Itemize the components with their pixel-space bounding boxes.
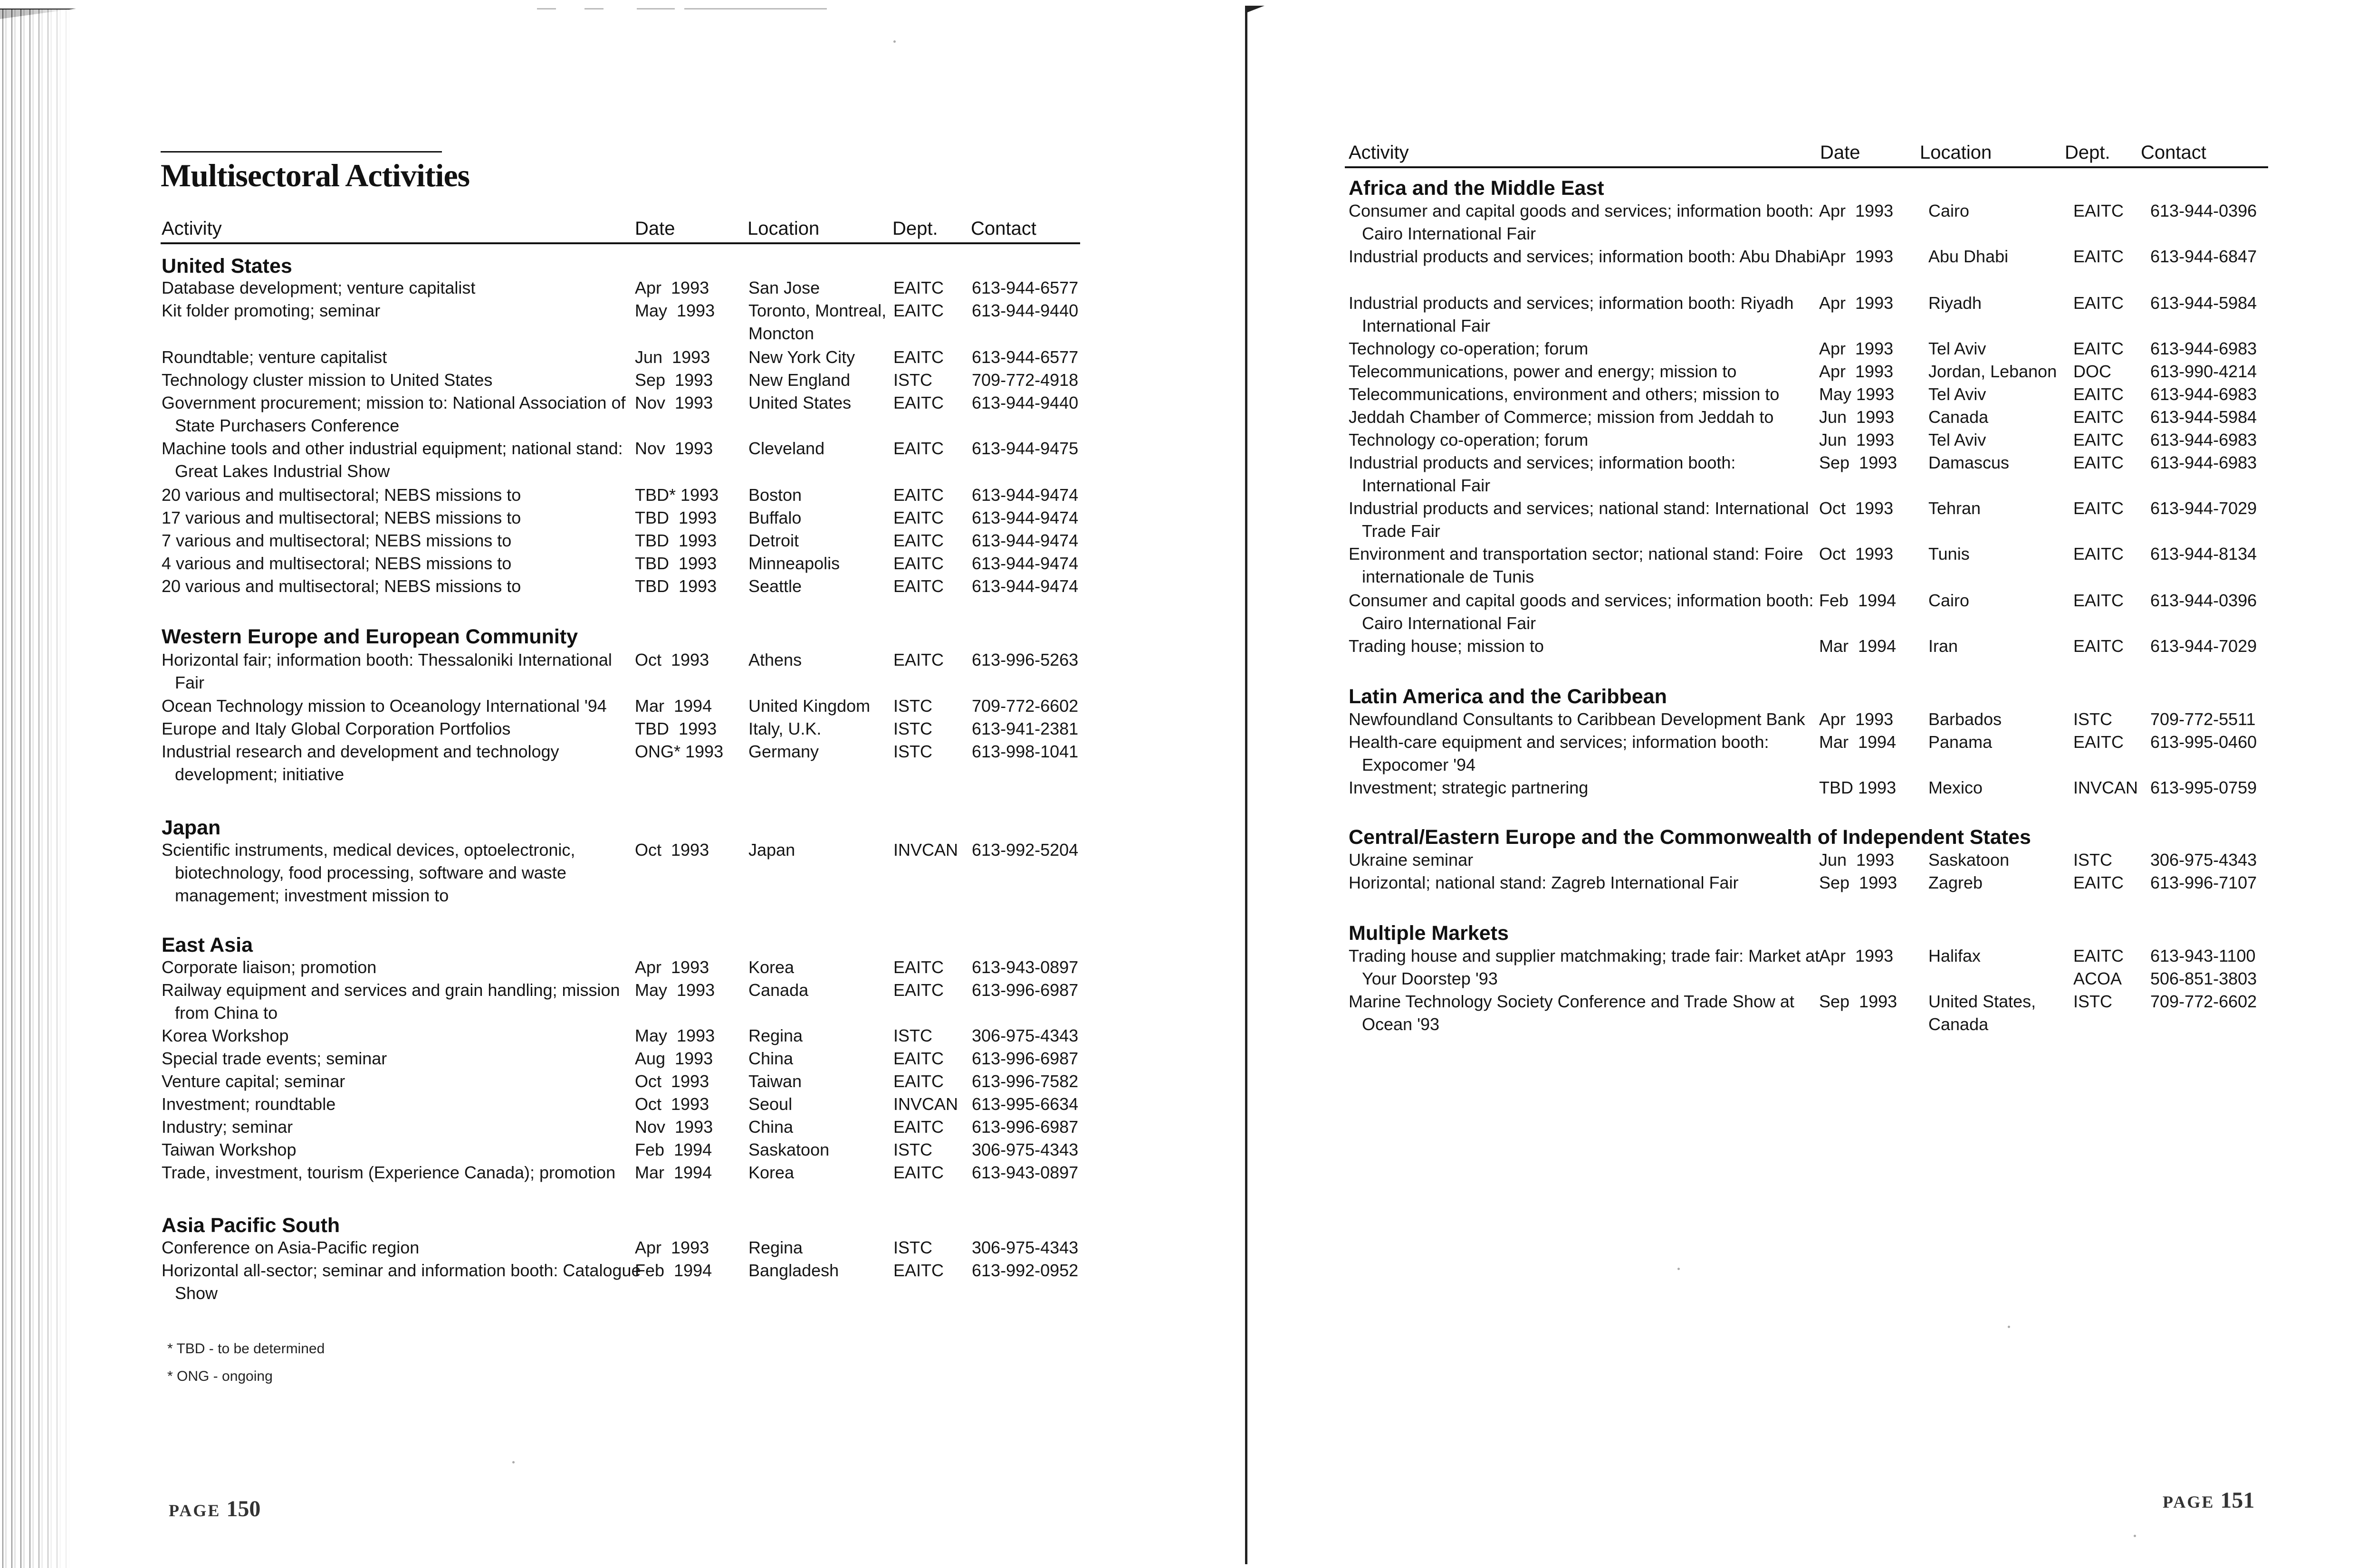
activity-cell: Health-care equipment and services; information booth: Expocomer '94 [1349,732,1769,774]
scan-speck [893,40,896,43]
date-cell: Jun 1993 [1819,430,1895,449]
contact-cell: 613-944-6983 [2150,339,2257,358]
location-cell: Barbados [1928,709,2002,729]
location-cell: Saskatoon [1928,850,2010,870]
page-number-label: PAGE [169,1501,221,1520]
dept-cell: ISTC [893,742,933,761]
footnote-ong: * ONG - ongoing [167,1368,273,1384]
activity-cell: Jeddah Chamber of Commerce; mission from Jeddah to [1349,407,1774,427]
column-header-date: Date [635,218,675,239]
date-cell: Oct 1993 [1819,544,1894,564]
date-cell: Mar 1994 [635,696,712,716]
dept-cell: ISTC [2073,709,2113,729]
dept-cell: ISTC [893,1026,933,1045]
dept-cell: EAITC [893,1163,944,1182]
date-cell: Jun 1993 [1819,850,1895,870]
column-header-location: Location [747,218,820,239]
date-cell: May 1993 [1819,384,1895,404]
date-cell: TBD 1993 [1819,778,1897,797]
dept-cell: EAITC [2073,498,2124,518]
date-cell: Jun 1993 [635,347,710,367]
location-cell: Boston [748,485,802,505]
activity-cell: Special trade events; seminar [162,1049,387,1068]
location-cell: Buffalo [748,508,802,527]
scan-speck [1677,1268,1680,1270]
dept-cell: EAITC [893,485,944,505]
contact-cell: 613-996-6987 [972,1049,1079,1068]
scan-dash [584,8,604,10]
activity-cell: Ukraine seminar [1349,850,1474,870]
activity-cell: Kit folder promoting; seminar [162,301,381,320]
location-cell: United States [748,393,852,412]
activity-cell: Korea Workshop [162,1026,289,1045]
date-cell: Apr 1993 [635,957,709,977]
region-heading: East Asia [162,934,253,956]
column-header-location: Location [1920,142,1992,163]
contact-cell: 613-944-9474 [972,576,1079,596]
contact-cell: 613-944-9474 [972,485,1079,505]
date-cell: Oct 1993 [635,840,709,860]
date-cell: ONG* 1993 [635,742,724,761]
contact-cell: 306-975-4343 [2150,850,2257,870]
date-cell: Aug 1993 [635,1049,713,1068]
location-cell: Cairo [1928,201,1970,220]
dept-cell: EAITC [893,1117,944,1137]
dept-cell: EAITC [2073,873,2124,892]
activity-cell: Venture capital; seminar [162,1071,345,1091]
scan-dash [637,8,675,10]
page-title: Multisectoral Activities [161,157,470,193]
location-cell: China [748,1117,794,1137]
location-cell: Seattle [748,576,802,596]
date-cell: TBD 1993 [635,508,717,527]
date-cell: Sep 1993 [1819,453,1897,472]
contact-cell: 613-992-5204 [972,840,1079,860]
region-heading: Africa and the Middle East [1349,177,1604,200]
location-cell: Canada [1928,407,1989,427]
table-header [1345,138,2268,168]
date-cell: Oct 1993 [635,1094,709,1114]
contact-cell: 613-996-7582 [972,1071,1079,1091]
activity-cell: Trading house; mission to [1349,636,1544,656]
date-cell: Apr 1993 [635,1238,709,1257]
date-cell: Oct 1993 [635,650,709,669]
date-cell: Apr 1993 [1819,293,1894,313]
contact-cell: 613-944-6983 [2150,384,2257,404]
activity-cell: Ocean Technology mission to Oceanology International '94 [162,696,607,716]
location-cell: Zagreb [1928,873,1983,892]
dept-cell: ISTC [893,719,933,738]
activity-cell: Database development; venture capitalist [162,278,476,297]
location-cell: Panama [1928,732,1993,752]
contact-cell: 613-996-6987 [972,980,1079,1000]
location-cell: Damascus [1928,453,2010,472]
date-cell: TBD* 1993 [635,485,719,505]
page-number [169,1496,260,1522]
contact-cell: 613-992-0952 [972,1261,1079,1280]
contact-cell: 613-944-6983 [2150,453,2257,472]
page-number-value: 150 [226,1496,261,1521]
contact-cell: 709-772-6602 [972,696,1079,716]
activity-cell: Horizontal; national stand: Zagreb International Fair [1349,873,1739,892]
dept-cell: INVCAN [893,840,958,860]
dept-cell: EAITC [893,576,944,596]
contact-cell: 709-772-5511 [2150,709,2256,729]
region-heading: Japan [162,816,221,839]
date-cell: May 1993 [635,1026,715,1045]
page-number [2163,1487,2254,1513]
dept-cell: EAITC [2073,732,2124,752]
activity-cell: Industrial products and services; information booth: Riyadh International Fair [1349,293,1794,335]
location-cell: Tel Aviv [1928,339,1986,358]
activity-cell: Machine tools and other industrial equipment; national stand: Great Lakes Industrial Show [162,439,623,481]
contact-cell: 613-995-0460 [2150,732,2257,752]
location-cell: Italy, U.K. [748,719,822,738]
activity-cell: Technology co-operation; forum [1349,430,1589,449]
location-cell: Cairo [1928,591,1970,610]
activity-cell: Railway equipment and services and grain handling; mission from China to [162,980,620,1023]
location-cell: Riyadh [1928,293,1982,313]
activity-cell: 20 various and multisectoral; NEBS missions to [162,576,521,596]
location-cell: Tehran [1928,498,1981,518]
column-header-contact: Contact [2141,142,2206,163]
contact-cell: 613-944-9474 [972,508,1079,527]
contact-cell: 613-944-6577 [972,278,1079,297]
date-cell: Apr 1993 [1819,201,1894,220]
dept-cell: EAITC [2073,591,2124,610]
contact-cell: 613-944-9475 [972,439,1079,458]
location-cell: Regina [748,1026,803,1045]
location-cell: Detroit [748,531,799,550]
location-cell: Seoul [748,1094,793,1114]
title-rule [161,151,442,153]
date-cell: Apr 1993 [1819,362,1894,381]
dept-cell: EAITC [893,650,944,669]
activity-cell: 17 various and multisectoral; NEBS missions to [162,508,521,527]
region-heading: Western Europe and European Community [162,625,578,648]
dept-cell: EAITC [893,531,944,550]
dept-cell: EAITC [893,1071,944,1091]
region-heading: Central/Eastern Europe and the Commonwealth of Independent States [1349,826,2031,849]
date-cell: Sep 1993 [635,370,713,390]
location-cell: Germany [748,742,819,761]
activity-cell: Newfoundland Consultants to Caribbean Development Bank [1349,709,1805,729]
scan-speck [2008,1326,2010,1328]
page-number-label: PAGE [2163,1492,2215,1511]
contact-cell: 709-772-6602 [2150,992,2257,1011]
location-cell: Tel Aviv [1928,384,1986,404]
location-cell: Minneapolis [748,554,840,573]
dept-cell: EAITC [2073,201,2124,220]
dept-cell: EAITC [893,508,944,527]
column-header-dept: Dept. [2065,142,2110,163]
location-cell: China [748,1049,794,1068]
location-cell: Jordan, Lebanon [1928,362,2057,381]
activity-cell: Trade, investment, tourism (Experience Canada); promotion [162,1163,616,1182]
activity-cell: Industrial products and services; national stand: International Trade Fair [1349,498,1809,541]
dept-cell: EAITC [2073,293,2124,313]
activity-cell: Industrial products and services; information booth: Abu Dhabi [1349,247,1820,266]
scan-speck [512,1461,515,1463]
activity-cell: Telecommunications, environment and others; mission to [1349,384,1780,404]
dept-cell: ISTC [893,1140,933,1159]
region-heading: United States [162,255,292,277]
activity-cell: Scientific instruments, medical devices, optoelectronic, biotechnology, food processing, software and waste management; investment mission to [162,840,575,905]
dept-cell: EAITC [2073,430,2124,449]
right-page [1245,0,2376,1568]
column-header-dept: Dept. [892,218,938,239]
dept-cell: EAITC [2073,407,2124,427]
location-cell: Saskatoon [748,1140,830,1159]
location-cell: Abu Dhabi [1928,247,2009,266]
contact-cell: 613-998-1041 [972,742,1079,761]
activity-cell: Investment; strategic partnering [1349,778,1589,797]
contact-cell: 613-944-6847 [2150,247,2257,266]
activity-cell: Government procurement; mission to: National Association of State Purchasers Conference [162,393,626,435]
column-header-contact: Contact [971,218,1036,239]
dept-cell: EAITC [893,347,944,367]
page-number-value: 151 [2220,1488,2255,1513]
contact-cell: 709-772-4918 [972,370,1079,390]
contact-cell: 613-944-7029 [2150,498,2257,518]
activity-cell: Environment and transportation sector; national stand: Foire internationale de Tunis [1349,544,1803,586]
activity-cell: Horizontal fair; information booth: Thessaloniki International Fair [162,650,612,692]
date-cell: Nov 1993 [635,1117,713,1137]
location-cell: Iran [1928,636,1958,656]
contact-cell: 613-944-0396 [2150,591,2257,610]
location-cell: Korea [748,957,795,977]
contact-cell: 613-996-6987 [972,1117,1079,1137]
dept-cell: ISTC [2073,850,2113,870]
date-cell: Apr 1993 [1819,247,1894,266]
date-cell: Apr 1993 [1819,946,1894,966]
activity-cell: Telecommunications, power and energy; mission to [1349,362,1737,381]
date-cell: Apr 1993 [1819,709,1894,729]
activity-cell: Europe and Italy Global Corporation Portfolios [162,719,511,738]
location-cell: Mexico [1928,778,1983,797]
date-cell: Sep 1993 [1819,992,1897,1011]
dept-cell: EAITC [893,278,944,297]
contact-cell: 613-944-6983 [2150,430,2257,449]
dept-cell: EAITC [893,439,944,458]
activity-cell: Trading house and supplier matchmaking; trade fair: Market at Your Doorstep '93 [1349,946,1820,988]
location-cell: Tunis [1928,544,1970,564]
date-cell: Feb 1994 [635,1261,712,1280]
contact-cell: 306-975-4343 [972,1140,1079,1159]
date-cell: May 1993 [635,980,715,1000]
dept-cell: EAITC [2073,384,2124,404]
date-cell: TBD 1993 [635,531,717,550]
contact-cell: 613-944-9440 [972,301,1079,320]
contact-cell: 613-944-9474 [972,531,1079,550]
contact-cell: 613-944-6577 [972,347,1079,367]
dept-cell: EAITC [893,980,944,1000]
date-cell: Feb 1994 [1819,591,1897,610]
activity-cell: Consumer and capital goods and services; information booth: Cairo International Fair [1349,591,1814,633]
activity-cell: Roundtable; venture capitalist [162,347,387,367]
activity-cell: Marine Technology Society Conference and Trade Show at Ocean '93 [1349,992,1794,1034]
date-cell: Feb 1994 [635,1140,712,1159]
location-cell: Regina [748,1238,803,1257]
dept-cell: EAITC [893,1261,944,1280]
activity-cell: 20 various and multisectoral; NEBS missions to [162,485,521,505]
dept-cell: EAITC [893,301,944,320]
dept-cell: ISTC [893,1238,933,1257]
dept-cell: EAITC [893,554,944,573]
column-header-date: Date [1820,142,1860,163]
date-cell: Mar 1994 [1819,732,1897,752]
scan-dash [537,8,556,10]
activity-cell: 4 various and multisectoral; NEBS missions to [162,554,512,573]
scan-dash [684,8,827,10]
date-cell: Jun 1993 [1819,407,1895,427]
contact-cell: 613-944-9440 [972,393,1079,412]
dept-cell: EAITC [2073,453,2124,472]
location-cell: Japan [748,840,795,860]
contact-cell: 613-944-0396 [2150,201,2257,220]
activity-cell: Industry; seminar [162,1117,293,1137]
date-cell: TBD 1993 [635,719,717,738]
dept-cell: INVCAN [893,1094,958,1114]
contact-cell: 613-995-6634 [972,1094,1079,1114]
contact-cell: 613-941-2381 [972,719,1079,738]
date-cell: Oct 1993 [1819,498,1894,518]
location-cell: Cleveland [748,439,825,458]
region-heading: Multiple Markets [1349,922,1509,945]
footnote-tbd: * TBD - to be determined [167,1341,325,1357]
contact-cell: 613-944-7029 [2150,636,2257,656]
contact-cell: 613-944-5984 [2150,407,2257,427]
date-cell: Apr 1993 [1819,339,1894,358]
date-cell: TBD 1993 [635,554,717,573]
activity-cell: Industrial products and services; information booth: International Fair [1349,453,1736,495]
activity-cell: Investment; roundtable [162,1094,336,1114]
contact-cell: 613-944-8134 [2150,544,2257,564]
activity-cell: Corporate liaison; promotion [162,957,377,977]
location-cell: Canada [748,980,809,1000]
column-header-activity: Activity [162,218,222,239]
location-cell: Halifax [1928,946,1981,966]
region-heading: Asia Pacific South [162,1214,340,1237]
location-cell: United States, Canada [1928,992,2036,1034]
location-cell: United Kingdom [748,696,871,716]
dept-cell: EAITC [893,1049,944,1068]
activity-cell: Industrial research and development and technology development; initiative [162,742,559,784]
dept-cell: EAITC [2073,247,2124,266]
dept-cell: EAITC [2073,339,2124,358]
column-header-activity: Activity [1349,142,1409,163]
location-cell: Athens [748,650,802,669]
date-cell: Mar 1994 [635,1163,712,1182]
contact-cell: 306-975-4343 [972,1026,1079,1045]
dept-cell: ISTC [893,696,933,716]
contact-cell: 613-996-5263 [972,650,1079,669]
dept-cell: INVCAN [2073,778,2138,797]
contact-cell: 613-944-5984 [2150,293,2257,313]
date-cell: Nov 1993 [635,393,713,412]
location-cell: Taiwan [748,1071,802,1091]
date-cell: May 1993 [635,301,715,320]
table-header [161,214,1080,244]
region-heading: Latin America and the Caribbean [1349,685,1667,708]
dept-cell: ISTC [893,370,933,390]
activity-cell: Consumer and capital goods and services; information booth: Cairo International Fair [1349,201,1814,243]
contact-cell: 613-996-7107 [2150,873,2257,892]
scan-speck [2134,1535,2136,1537]
dept-cell: EAITC [2073,544,2124,564]
dept-cell: ISTC [2073,992,2113,1011]
location-cell: Korea [748,1163,795,1182]
location-cell: Tel Aviv [1928,430,1986,449]
date-cell: Nov 1993 [635,439,713,458]
dept-cell: EAITC ACOA [2073,946,2124,988]
dept-cell: EAITC [893,957,944,977]
location-cell: Bangladesh [748,1261,839,1280]
activity-cell: Taiwan Workshop [162,1140,297,1159]
contact-cell: 613-944-9474 [972,554,1079,573]
dept-cell: EAITC [893,393,944,412]
dept-cell: DOC [2073,362,2111,381]
contact-cell: 613-995-0759 [2150,778,2257,797]
activity-cell: Horizontal all-sector; seminar and information booth: Catalogue Show [162,1261,641,1303]
activity-cell: 7 various and multisectoral; NEBS missions to [162,531,512,550]
contact-cell: 306-975-4343 [972,1238,1079,1257]
location-cell: San Jose [748,278,820,297]
date-cell: Oct 1993 [635,1071,709,1091]
contact-cell: 613-943-1100 506-851-3803 [2150,946,2257,988]
contact-cell: 613-943-0897 [972,957,1079,977]
activity-cell: Technology co-operation; forum [1349,339,1589,358]
date-cell: Mar 1994 [1819,636,1897,656]
dept-cell: EAITC [2073,636,2124,656]
location-cell: Toronto, Montreal, Moncton [748,301,887,343]
location-cell: New York City [748,347,855,367]
date-cell: TBD 1993 [635,576,717,596]
activity-cell: Technology cluster mission to United States [162,370,493,390]
activity-cell: Conference on Asia-Pacific region [162,1238,420,1257]
contact-cell: 613-990-4214 [2150,362,2257,381]
contact-cell: 613-943-0897 [972,1163,1079,1182]
date-cell: Sep 1993 [1819,873,1897,892]
date-cell: Apr 1993 [635,278,709,297]
location-cell: New England [748,370,851,390]
binding-edge-fade [26,10,74,1568]
